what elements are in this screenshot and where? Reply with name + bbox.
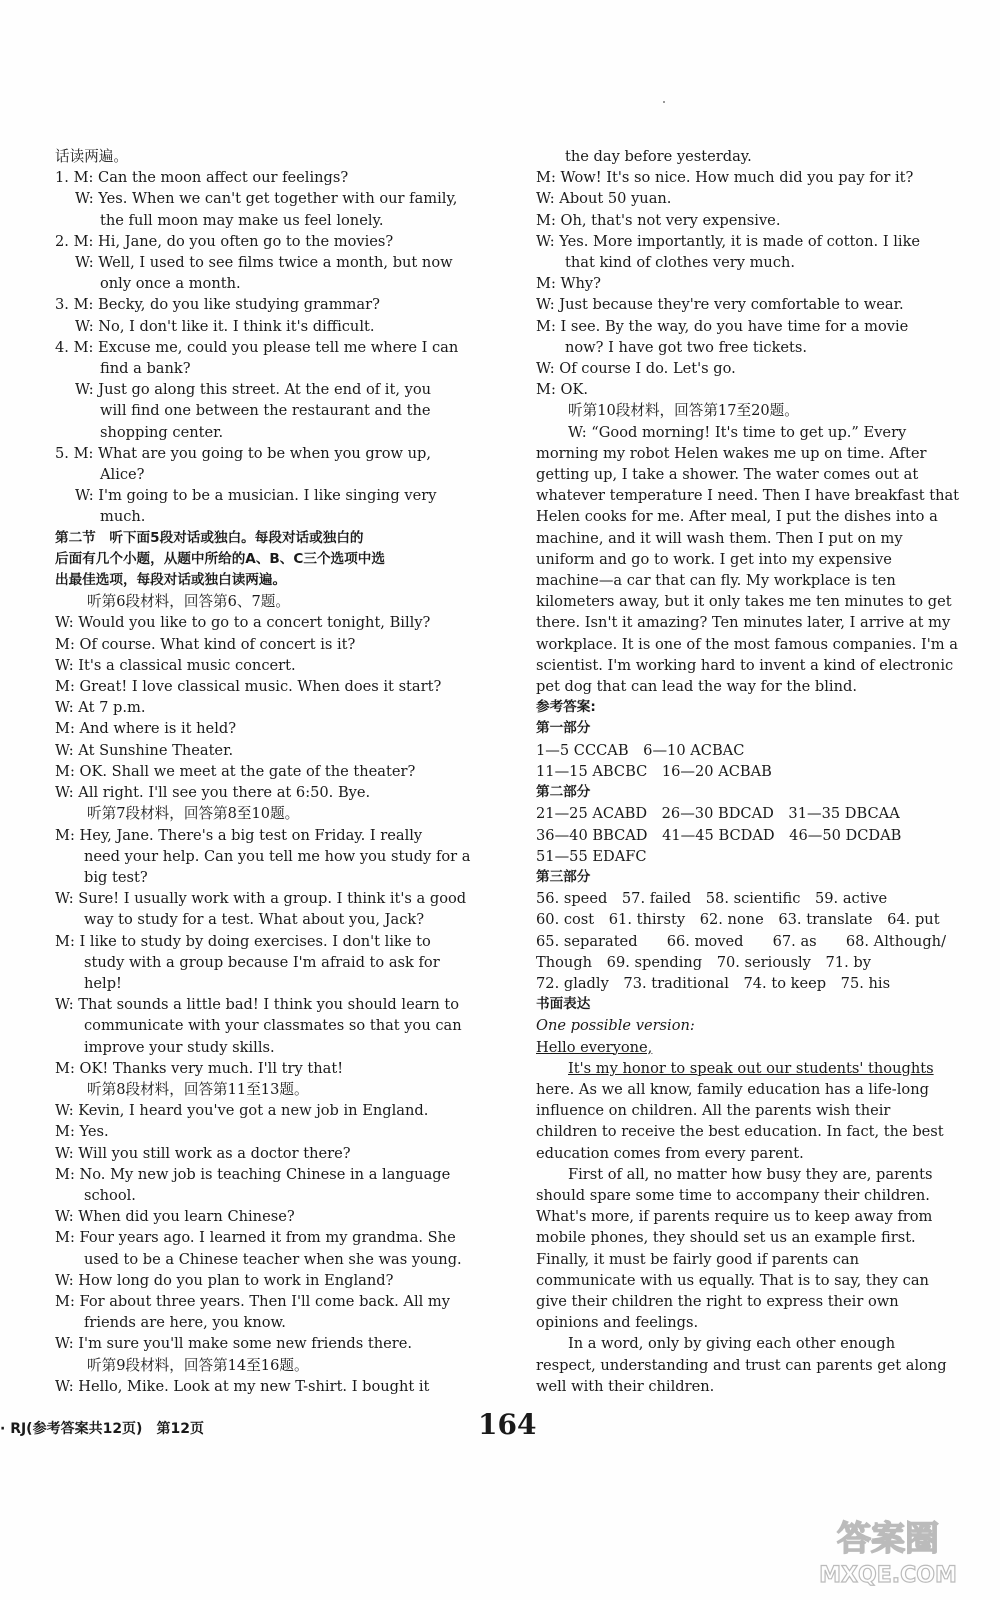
text-line: give their children the right to express their own xyxy=(536,1292,899,1310)
text-line: W: All right. I'll see you there at 6:50. Bye. xyxy=(55,784,371,802)
text-line: W: When did you learn Chinese? xyxy=(55,1208,295,1226)
text-line: M: Great! I love classical music. When does it start? xyxy=(55,678,442,696)
text-line: M: OK! Thanks very much. I'll try that! xyxy=(55,1059,344,1077)
text-line: need your help. Can you tell me how you study for a xyxy=(84,847,471,865)
text-line: W: Yes. When we can't get together with our family, xyxy=(75,190,458,208)
text-line: machine—a car that can fly. My workplace is ten xyxy=(536,572,896,590)
text-line: W: Of course I do. Let's go. xyxy=(536,360,736,378)
text-line: only once a month. xyxy=(100,275,241,293)
text-line: W: At Sunshine Theater. xyxy=(55,741,234,759)
text-line: much. xyxy=(100,508,146,526)
text-line: 65. separated 66. moved 67. as 68. Although/ xyxy=(536,932,946,950)
text-line: shopping center. xyxy=(100,423,224,441)
text-line: One possible version: xyxy=(536,1017,695,1035)
text-line: 听第10段材料，回答第17至20题。 xyxy=(568,402,799,420)
text-line: M: Of course. What kind of concert is it? xyxy=(55,635,356,653)
text-line: 第二节 听下面5段对话或独白。每段对话或独白的 xyxy=(55,529,364,546)
text-line: M: Oh, that's not very expensive. xyxy=(536,211,781,229)
text-line: W: Hello, Mike. Look at my new T-shirt. I bought it xyxy=(55,1377,430,1395)
text-line: 2. M: Hi, Jane, do you often go to the movies? xyxy=(55,232,394,250)
text-line: M: For about three years. Then I'll come back. All my xyxy=(55,1292,451,1310)
text-line: 72. gladly 73. traditional 74. to keep 75. his xyxy=(536,974,891,992)
text-line: 5. M: What are you going to be when you grow up, xyxy=(55,444,432,462)
text-line: whatever temperature I need. Then I have breakfast that xyxy=(536,487,960,505)
text-line: communicate with us equally. That is to say, they can xyxy=(536,1271,929,1289)
text-line: friends are here, you know. xyxy=(84,1314,286,1332)
text-line: children to receive the best education. In fact, the best xyxy=(536,1123,944,1141)
text-line: now? I have got two free tickets. xyxy=(565,338,808,356)
text-line: Though 69. spending 70. seriously 71. by xyxy=(536,953,871,971)
text-line: school. xyxy=(84,1186,136,1204)
text-line: Finally, it must be fairly good if parents can xyxy=(536,1250,860,1268)
left-column xyxy=(55,146,471,1397)
text-line: Hello everyone, xyxy=(536,1038,653,1056)
text-line: will find one between the restaurant and the xyxy=(100,402,431,420)
text-line: W: I'm sure you'll make some new friends there. xyxy=(55,1335,413,1353)
text-line: getting up, I take a shower. The water comes out at xyxy=(536,466,919,484)
text-line: 听第9段材料，回答第14至16题。 xyxy=(87,1356,309,1374)
text-line: 56. speed 57. failed 58. scientific 59. active xyxy=(536,890,888,908)
text-line: 书面表达 xyxy=(536,996,591,1013)
text-line: First of all, no matter how busy they are, parents xyxy=(568,1165,933,1183)
text-line: opinions and feelings. xyxy=(536,1314,699,1332)
text-line: the day before yesterday. xyxy=(565,148,752,165)
right-column xyxy=(536,146,960,1397)
scan-speck xyxy=(663,101,665,103)
text-line: 4. M: Excuse me, could you please tell me where I can xyxy=(55,338,459,356)
text-line: M: OK. xyxy=(536,381,589,399)
text-line: there. Isn't it amazing? Ten minutes later, I arrive at my xyxy=(536,614,951,632)
text-line: 11—15 ABCBC 16—20 ACBAB xyxy=(536,762,772,780)
text-line: machine, and it will wash them. Then I put on my xyxy=(536,529,903,547)
text-line: workplace. It is one of the most famous companies. I'm a xyxy=(536,635,958,653)
watermark-line1: 答案圈 xyxy=(837,1519,939,1559)
text-line: M: Why? xyxy=(536,275,601,293)
text-line: uniform and go to work. I get into my expensive xyxy=(536,550,892,568)
text-line: morning my robot Helen wakes me up on time. After xyxy=(536,444,927,462)
watermark-logo xyxy=(798,1510,978,1590)
text-line: well with their children. xyxy=(536,1377,715,1395)
text-line: big test? xyxy=(84,868,148,886)
text-line: 3. M: Becky, do you like studying grammar? xyxy=(55,296,380,314)
footer-label: · RJ(参考答案共12页) 第12页 xyxy=(0,1421,204,1437)
text-line: pet dog that can lead the way for the blind. xyxy=(536,678,857,696)
text-line: W: No, I don't like it. I think it's difficult. xyxy=(75,317,375,335)
text-line: used to be a Chinese teacher when she was young. xyxy=(84,1250,462,1268)
text-line: education comes from every parent. xyxy=(536,1144,804,1162)
text-line: M: I like to study by doing exercises. I don't like to xyxy=(55,932,431,950)
text-line: 36—40 BBCAD 41—45 BCDAD 46—50 DCDAB xyxy=(536,826,902,844)
text-line: M: No. My new job is teaching Chinese in a language xyxy=(55,1165,451,1183)
text-line: W: Sure! I usually work with a group. I think it's a good xyxy=(55,890,467,908)
text-line: M: Hey, Jane. There's a big test on Friday. I really xyxy=(55,826,423,844)
text-line: W: It's a classical music concert. xyxy=(55,656,296,674)
text-line: should spare some time to accompany their children. xyxy=(536,1186,930,1204)
text-line: 听第7段材料，回答第8至10题。 xyxy=(87,805,300,823)
text-line: kilometers away, but it only takes me ten minutes to get xyxy=(536,593,952,611)
text-line: M: Yes. xyxy=(55,1123,109,1141)
text-line: 话读两遍。 xyxy=(55,148,128,165)
text-line: In a word, only by giving each other enough xyxy=(568,1335,896,1353)
text-line: help! xyxy=(84,974,122,992)
text-line: influence on children. All the parents wish their xyxy=(536,1102,891,1120)
text-line: W: That sounds a little bad! I think you should learn to xyxy=(55,996,460,1014)
text-line: 1. M: Can the moon affect our feelings? xyxy=(55,169,349,187)
text-line: W: Well, I used to see films twice a month, but now xyxy=(75,254,453,272)
text-line: M: And where is it held? xyxy=(55,720,237,738)
text-line: 后面有几个小题，从题中所给的A、B、C三个选项中选 xyxy=(55,550,385,567)
text-line: W: Just because they're very comfortable to wear. xyxy=(536,296,904,314)
text-line: W: How long do you plan to work in England? xyxy=(55,1271,394,1289)
text-line: respect, understanding and trust can parents get along xyxy=(536,1356,947,1374)
text-line: W: Just go along this street. At the end of it, you xyxy=(75,381,432,399)
watermark-line2: MXQE.COM xyxy=(819,1563,957,1588)
text-line: Alice? xyxy=(100,466,145,484)
text-line: W: At 7 p.m. xyxy=(55,699,146,717)
text-line: scientist. I'm working hard to invent a kind of electronic xyxy=(536,656,954,674)
text-line: It's my honor to speak out our students' thoughts xyxy=(568,1059,934,1077)
text-line: way to study for a test. What about you, Jack? xyxy=(84,911,425,929)
text-line: W: Will you still work as a doctor there? xyxy=(55,1144,351,1162)
text-line: W: Yes. More importantly, it is made of cotton. I like xyxy=(536,232,921,250)
text-line: 听第6段材料，回答第6、7题。 xyxy=(87,593,290,611)
text-line: find a bank? xyxy=(100,360,191,378)
text-line: 51—55 EDAFC xyxy=(536,847,647,865)
text-line: W: “Good morning! It's time to get up.” Every xyxy=(568,423,907,441)
text-line: the full moon may make us feel lonely. xyxy=(100,211,384,229)
text-line: 参考答案: xyxy=(536,699,596,716)
page-number: 164 xyxy=(478,1408,537,1441)
text-line: 21—25 ACABD 26—30 BDCAD 31—35 DBCAA xyxy=(536,805,900,823)
text-line: mobile phones, they should set us an example first. xyxy=(536,1229,916,1247)
text-line: 1—5 CCCAB 6—10 ACBAC xyxy=(536,741,745,759)
text-line: that kind of clothes very much. xyxy=(565,254,796,272)
text-line: 60. cost 61. thirsty 62. none 63. translate 64. put xyxy=(536,911,940,929)
text-line: study with a group because I'm afraid to ask for xyxy=(84,953,440,971)
text-line: 听第8段材料，回答第11至13题。 xyxy=(87,1080,309,1098)
text-line: Helen cooks for me. After meal, I put the dishes into a xyxy=(536,508,938,526)
text-line: M: Wow! It's so nice. How much did you pay for it? xyxy=(536,169,914,187)
text-line: W: Kevin, I heard you've got a new job in England. xyxy=(55,1102,429,1120)
text-line: W: About 50 yuan. xyxy=(536,190,672,208)
text-line: M: OK. Shall we meet at the gate of the theater? xyxy=(55,762,416,780)
text-line: here. As we all know, family education has a life-long xyxy=(536,1080,929,1098)
text-line: 第三部分 xyxy=(536,868,591,885)
text-line: 第一部分 xyxy=(536,720,591,737)
text-line: improve your study skills. xyxy=(84,1038,275,1056)
text-line: W: Would you like to go to a concert tonight, Billy? xyxy=(55,614,431,632)
text-line: What's more, if parents require us to keep away from xyxy=(536,1208,933,1226)
text-line: 出最佳选项，每段对话或独白读两遍。 xyxy=(55,572,287,589)
text-line: communicate with your classmates so that you can xyxy=(84,1017,462,1035)
text-line: M: Four years ago. I learned it from my grandma. She xyxy=(55,1229,456,1247)
text-line: M: I see. By the way, do you have time for a movie xyxy=(536,317,909,335)
text-line: W: I'm going to be a musician. I like singing very xyxy=(75,487,437,505)
text-line: 第二部分 xyxy=(536,784,591,801)
